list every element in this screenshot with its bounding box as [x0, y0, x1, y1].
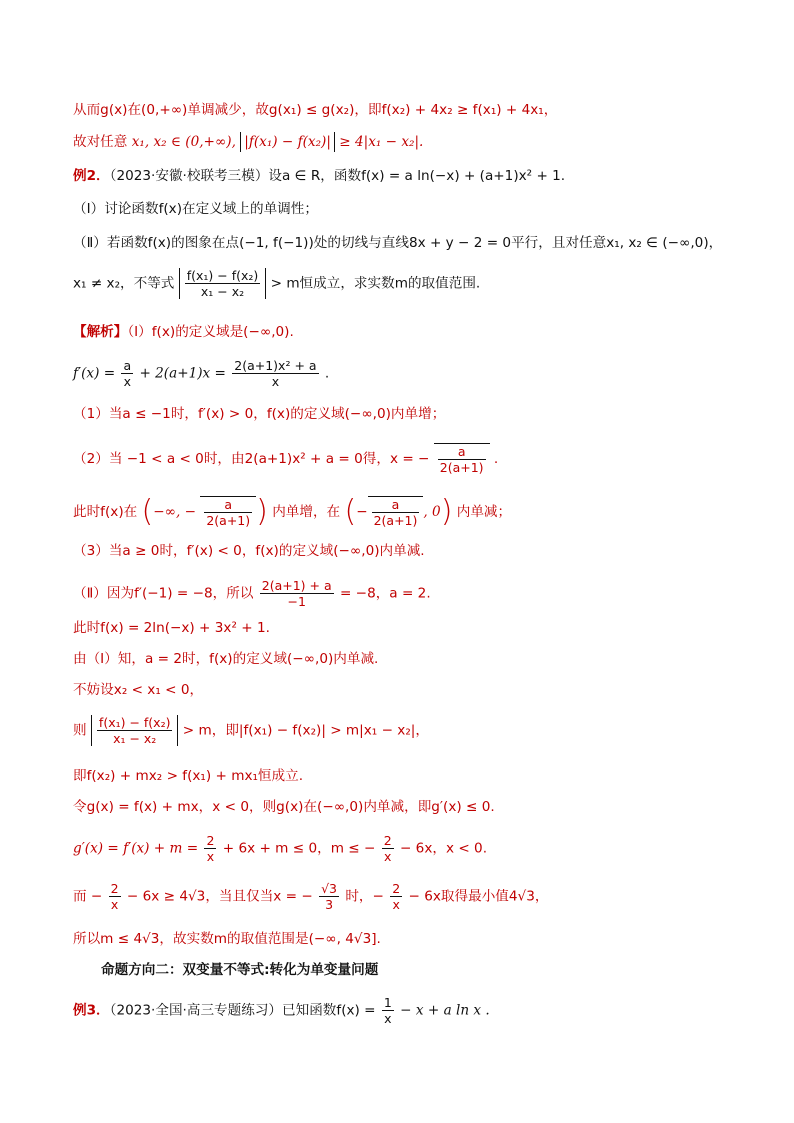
frac-den: x₁ − x₂ [113, 731, 157, 746]
example-3-text: （2023·全国·高三专题练习）已知函数f(x) = [109, 1002, 376, 1019]
solution-text: （Ⅰ）f(x)的定义域是(−∞,0). [127, 324, 294, 340]
frac-den: −1 [287, 594, 306, 609]
example-2-line [73, 166, 565, 186]
part-2-sol-b: = −8，a = 2. [339, 585, 431, 602]
min-d: − 6x取得最小值4√3， [408, 888, 549, 905]
part-1-text: （Ⅰ）讨论函数f(x)在定义域上的单调性； [73, 201, 318, 217]
case-3 [73, 541, 425, 561]
let-g-text: 令g(x) = f(x) + mx，x < 0，则g(x)在(−∞,0)内单减，即g′(x) ≤ 0. [73, 799, 495, 815]
case-2-interval: 此时f(x)在 (−∞, − $\frac{a}{2(a+1)}$ ) 内单增，在 (− $\frac{a}{2(a+1)}$ , 0) 内单减； [73, 494, 512, 529]
derivative-line [73, 358, 329, 389]
frac-den: x [206, 849, 215, 864]
part-2-question-cont [73, 268, 480, 299]
example-3-end: − x + a ln x . [400, 1002, 490, 1019]
part-2-cont-a: x₁ ≠ x₂，不等式 [73, 275, 175, 292]
case-1 [73, 404, 445, 424]
frac-num: 1 [383, 995, 392, 1010]
monotone-line [73, 649, 378, 669]
case-2-int-b: 内单增，在 [272, 504, 341, 520]
frac-num: 2(a+1) + a [261, 578, 332, 593]
min-a: 而 − [73, 888, 103, 905]
assume-line [73, 680, 203, 700]
case-2-int-a: 此时f(x)在 [73, 504, 138, 520]
case-2-int-c: 内单减； [456, 504, 512, 520]
abs-diff-expr: |f(x₁) − f(x₂)| [240, 132, 335, 152]
frac-num: 2 [110, 881, 119, 896]
min-line [73, 881, 548, 912]
deriv-mid: + 2(a+1)x = [139, 365, 226, 382]
frac-den: x [384, 1011, 392, 1026]
frac-den: x [383, 849, 392, 864]
frac-num: a [438, 444, 486, 460]
example-3-line [73, 995, 490, 1026]
frac-num: √3 [321, 881, 338, 896]
part-2-cont-b: > m恒成立，求实数m的取值范围. [270, 275, 481, 292]
frac-num: 2 [392, 881, 401, 896]
assume-text: 不妨设x₂ < x₁ < 0， [73, 682, 204, 698]
constant-text: 即f(x₂) + mx₂ > f(x₁) + mx₁恒成立. [73, 768, 304, 784]
frac-den: 2(a+1) [439, 460, 484, 475]
frac-num: f(x₁) − f(x₂) [186, 268, 259, 283]
interval-end: , 0 [423, 504, 441, 520]
inequality-expr: ≥ 4|x₁ − x₂|. [339, 134, 424, 150]
solution-label: 【解析】 [73, 324, 128, 340]
part-2-sol-a: （Ⅱ）因为f′(−1) = −8，所以 [73, 585, 254, 602]
g-deriv-b: + 6x + m ≤ 0，m ≤ − [222, 840, 376, 857]
then-b: > m，即|f(x₁) − f(x₂)| > m|x₁ − x₂|， [182, 722, 429, 739]
frac-den: x [110, 897, 119, 912]
g-deriv-c: − 6x，x < 0. [399, 840, 488, 857]
range-line [73, 929, 381, 949]
frac-den: 3 [325, 897, 334, 912]
for-any-label: 故对任意 [73, 134, 128, 150]
frac-num: 2 [383, 833, 392, 848]
direction-heading [101, 960, 378, 980]
part-2-solution [73, 578, 431, 609]
frac-num: 2(a+1)x² + a [234, 358, 317, 373]
frac-num: a [372, 497, 420, 513]
frac-den: x [392, 897, 400, 912]
case-1-text: （1）当a ≤ −1时，f′(x) > 0，f(x)的定义域(−∞,0)内单增； [73, 406, 446, 422]
constant-line [73, 766, 303, 786]
range-text: 所以m ≤ 4√3，故实数m的取值范围是(−∞, 4√3]. [73, 931, 381, 947]
example-2-text: （2023·安徽·校联考三模）设a ∈ R，函数f(x) = a ln(−x) + (a+1)x² + 1. [109, 168, 566, 184]
min-c: 时，− [345, 888, 384, 905]
then-a: 则 [73, 722, 87, 739]
frac-den: 2(a+1) [373, 513, 418, 528]
solution-start [73, 322, 294, 342]
frac-num: a [204, 497, 252, 513]
monotone-text: 由（Ⅰ）知，a = 2时，f(x)的定义域(−∞,0)内单减. [73, 651, 379, 667]
frac-den: x [123, 374, 131, 389]
deriv-end: . [324, 365, 330, 382]
then-line [73, 715, 429, 746]
example-3-label: 例3． [73, 1002, 110, 1019]
min-b: − 6x ≥ 4√3，当且仅当x = − [126, 888, 313, 905]
g-deriv-line [73, 833, 487, 864]
direction-heading-text: 命题方向二：双变量不等式:转化为单变量问题 [101, 962, 379, 978]
g-deriv-a: g′(x) = f′(x) + m = [73, 840, 199, 857]
part-2-question [73, 233, 722, 253]
example-2-label: 例2． [73, 168, 110, 184]
case-2-end: . [493, 451, 499, 467]
text-line-2 [73, 132, 423, 152]
frac-den: x₁ − x₂ [200, 284, 245, 299]
part-2-text: （Ⅱ）若函数f(x)的图象在点(−1, f(−1))处的切线与直线8x + y − 2 = 0平行，且对任意x₁, x₂ ∈ (−∞,0)， [73, 235, 723, 251]
let-g-line [73, 797, 495, 817]
interval-start: −∞, − [153, 504, 197, 520]
fx-line [73, 618, 270, 638]
frac-den: 2(a+1) [206, 513, 251, 528]
conclusion-text: 从而g(x)在(0,+∞)单调减少，故g(x₁) ≤ g(x₂)，即f(x₂) + 4x₂ ≥ f(x₁) + 4x₁， [73, 102, 558, 118]
frac-num: a [123, 358, 132, 373]
frac-den: x [271, 374, 280, 389]
case-3-text: （3）当a ≥ 0时，f′(x) < 0，f(x)的定义域(−∞,0)内单减. [73, 543, 425, 559]
fx-text: 此时f(x) = 2ln(−x) + 3x² + 1. [73, 620, 270, 636]
text-line-1 [73, 100, 557, 120]
case-2 [73, 443, 498, 475]
frac-num: 2 [206, 833, 215, 848]
case-2-text: （2）当 −1 < a < 0时，由2(a+1)x² + a = 0得，x = − [73, 451, 430, 467]
frac-num: f(x₁) − f(x₂) [98, 715, 171, 730]
part-1-question [73, 199, 318, 219]
domain-expr: x₁, x₂ ∈ (0,+∞), [131, 134, 236, 150]
deriv-label: f′(x) = [73, 365, 116, 382]
